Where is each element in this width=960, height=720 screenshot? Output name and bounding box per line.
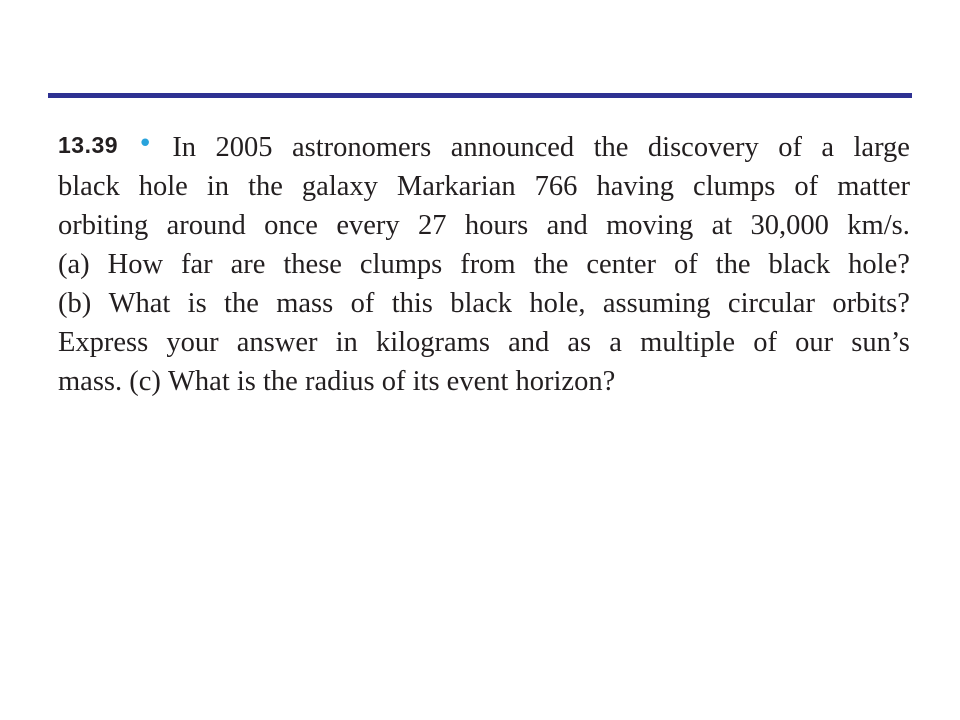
- problem-word: and: [508, 327, 550, 358]
- problem-word: answer: [236, 327, 318, 358]
- problem-word: your: [166, 327, 219, 358]
- problem-word: radius: [304, 366, 375, 397]
- problem-word: Express: [58, 327, 149, 358]
- problem-word: a: [821, 132, 835, 163]
- problem-word: a: [609, 327, 622, 358]
- problem-word: in: [335, 327, 358, 358]
- problem-word: of: [753, 327, 777, 358]
- problem-word: is: [187, 288, 207, 319]
- problem-word: black: [450, 288, 512, 319]
- problem-word: the: [248, 171, 283, 202]
- problem-line-6: [58, 323, 910, 362]
- problem-word: How: [107, 249, 164, 280]
- problem-word: of: [350, 288, 375, 319]
- problem-line-1: [58, 128, 910, 167]
- problem-word: hole?: [848, 249, 910, 280]
- problem-word: (c): [129, 366, 161, 397]
- problem-line-5: [58, 284, 910, 323]
- problem-word: hours: [464, 210, 529, 241]
- problem-word: matter: [837, 171, 910, 202]
- problem-word: galaxy: [301, 171, 378, 202]
- problem-word: In: [172, 132, 197, 163]
- problem-word: our: [795, 327, 834, 358]
- problem-word: of: [778, 132, 802, 163]
- problem-word: center: [586, 249, 656, 280]
- problem-word: orbiting: [58, 210, 149, 241]
- problem-word: is: [236, 366, 256, 397]
- problem-word: What: [108, 288, 171, 319]
- problem-number: 13.39: [58, 132, 119, 158]
- problem-word: at: [711, 210, 733, 241]
- problem-word: the: [263, 366, 298, 397]
- problem-word: event: [446, 366, 509, 397]
- problem-word: mass.: [58, 366, 123, 397]
- problem-word: 27: [418, 210, 447, 241]
- problem-block: [58, 128, 910, 401]
- problem-word: from: [460, 249, 516, 280]
- problem-word: this: [391, 288, 433, 319]
- problem-word: discovery: [647, 132, 759, 163]
- problem-line-4: [58, 245, 910, 284]
- problem-word: the: [593, 132, 629, 163]
- difficulty-marker-icon: •: [137, 129, 153, 159]
- problem-word: orbits?: [832, 288, 910, 319]
- problem-word: hole,: [529, 288, 586, 319]
- problem-word: the: [224, 288, 259, 319]
- problem-word: clumps: [359, 249, 443, 280]
- problem-word: are: [230, 249, 266, 280]
- problem-word: circular: [727, 288, 815, 319]
- problem-word: far: [181, 249, 213, 280]
- problem-word: hole: [138, 171, 188, 202]
- problem-word: of: [794, 171, 819, 202]
- problem-word: multiple: [640, 327, 736, 358]
- problem-word: of: [673, 249, 698, 280]
- problem-word: in: [206, 171, 230, 202]
- problem-word: clumps: [693, 171, 776, 202]
- problem-word: black: [58, 171, 120, 202]
- problem-word: as: [567, 327, 592, 358]
- problem-word: these: [283, 249, 342, 280]
- problem-word: 2005: [215, 132, 273, 163]
- problem-line-3: [58, 206, 910, 245]
- problem-line-2: [58, 167, 910, 206]
- problem-line-7: [58, 362, 910, 401]
- problem-word: horizon?: [515, 366, 616, 397]
- top-rule-divider: [48, 93, 912, 98]
- problem-word: every: [336, 210, 400, 241]
- problem-word: km/s.: [847, 210, 910, 241]
- problem-word: (a): [58, 249, 90, 280]
- problem-word: around: [166, 210, 246, 241]
- problem-word: once: [264, 210, 318, 241]
- problem-word: mass: [276, 288, 334, 319]
- problem-word: kilograms: [375, 327, 490, 358]
- problem-word: of: [381, 366, 406, 397]
- problem-word: black: [768, 249, 831, 280]
- problem-word: 30,000: [750, 210, 829, 241]
- problem-word: Markarian: [396, 171, 516, 202]
- problem-word: moving: [606, 210, 694, 241]
- problem-word: astronomers: [291, 132, 432, 163]
- problem-word: and: [546, 210, 588, 241]
- problem-word: having: [596, 171, 675, 202]
- problem-word: its: [412, 366, 440, 397]
- problem-word: What: [168, 366, 230, 397]
- problem-word: (b): [58, 288, 92, 319]
- problem-word: 766: [534, 171, 578, 202]
- problem-word: large: [853, 132, 910, 163]
- problem-word: the: [715, 249, 751, 280]
- problem-word: announced: [450, 132, 575, 163]
- problem-word: assuming: [602, 288, 711, 319]
- problem-word: sun’s: [851, 327, 910, 358]
- problem-word: the: [533, 249, 569, 280]
